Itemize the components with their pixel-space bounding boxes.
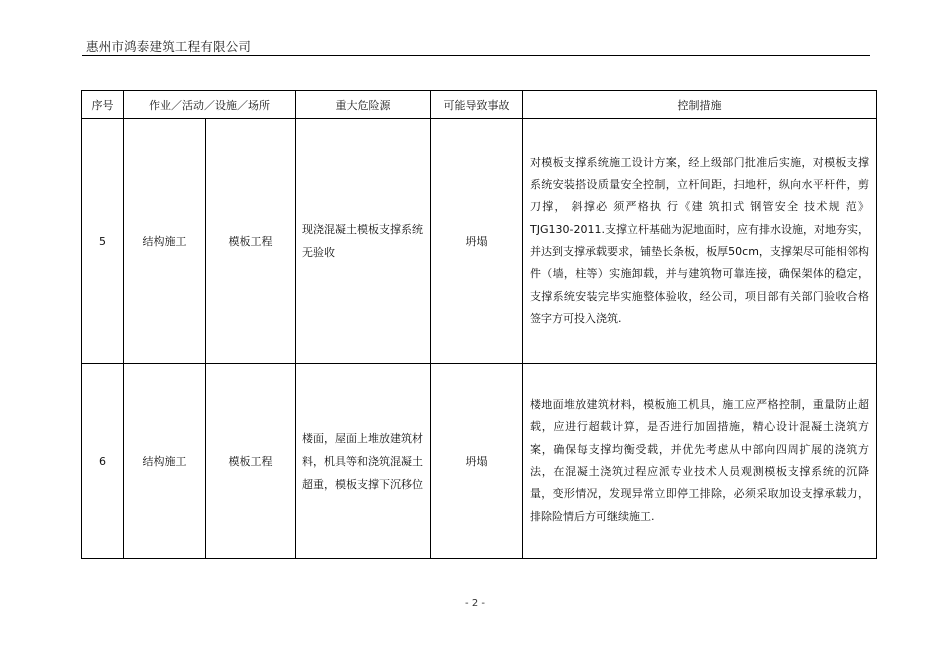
hazard-table xyxy=(81,90,877,559)
table-row xyxy=(82,119,877,364)
row-accident: 坍塌 xyxy=(431,364,523,559)
column-header-no: 序号 xyxy=(82,91,124,119)
row-hazard: 楼面，屋面上堆放建筑材料，机具等和浇筑混凝土超重，模板支撑下沉移位 xyxy=(296,364,431,559)
company-name: 惠州市鸿泰建筑工程有限公司 xyxy=(86,39,252,54)
column-header-measures: 控制措施 xyxy=(523,91,877,119)
row-measures: 对模板支撑系统施工设计方案，经上级部门批准后实施，对模板支撑系统安装搭设质量安全控制，立杆间距，扫地杆，纵向水平杆件，剪刀撑， 斜撑必 须严格执 行《建 筑扣式 钢管安全 技术规 范》TJG130-2011.支撑立杆基础为泥地面时，应有排水设施，对地夯实，并达到支撑承载要求，铺垫长条板，板厚50cm，支撑架尽可能相邻构件（墙，柱等）实施卸载，并与建筑物可靠连接，确保架体的稳定，支撑系统安装完毕实施整体验收，经公司，项目部有关部门验收合格签字方可投入浇筑. xyxy=(523,119,877,364)
column-header-activity: 作业／活动／设施／场所 xyxy=(124,91,296,119)
header-divider xyxy=(82,55,870,56)
row-measures: 楼地面堆放建筑材料，模板施工机具，施工应严格控制，重量防止超载，应进行超载计算，是否进行加固措施，精心设计混凝土浇筑方案，确保每支撑均衡受载，并优先考虑从中部向四周扩展的浇筑方法，在混凝土浇筑过程应派专业技术人员观测模板支撑系统的沉降量，变形情况，发现异常立即停工排除，必须采取加设支撑承载力，排除险情后方可继续施工. xyxy=(523,364,877,559)
row-activity: 结构施工 xyxy=(124,119,206,364)
column-header-accident: 可能导致事故 xyxy=(431,91,523,119)
row-facility: 模板工程 xyxy=(206,119,296,364)
page-number: - 2 - xyxy=(465,598,485,609)
row-accident: 坍塌 xyxy=(431,119,523,364)
table-header-row xyxy=(82,91,877,119)
row-hazard: 现浇混凝土模板支撑系统无验收 xyxy=(296,119,431,364)
row-activity: 结构施工 xyxy=(124,364,206,559)
row-facility: 模板工程 xyxy=(206,364,296,559)
row-number: 5 xyxy=(82,119,124,364)
table-row xyxy=(82,364,877,559)
column-header-hazard: 重大危险源 xyxy=(296,91,431,119)
row-number: 6 xyxy=(82,364,124,559)
